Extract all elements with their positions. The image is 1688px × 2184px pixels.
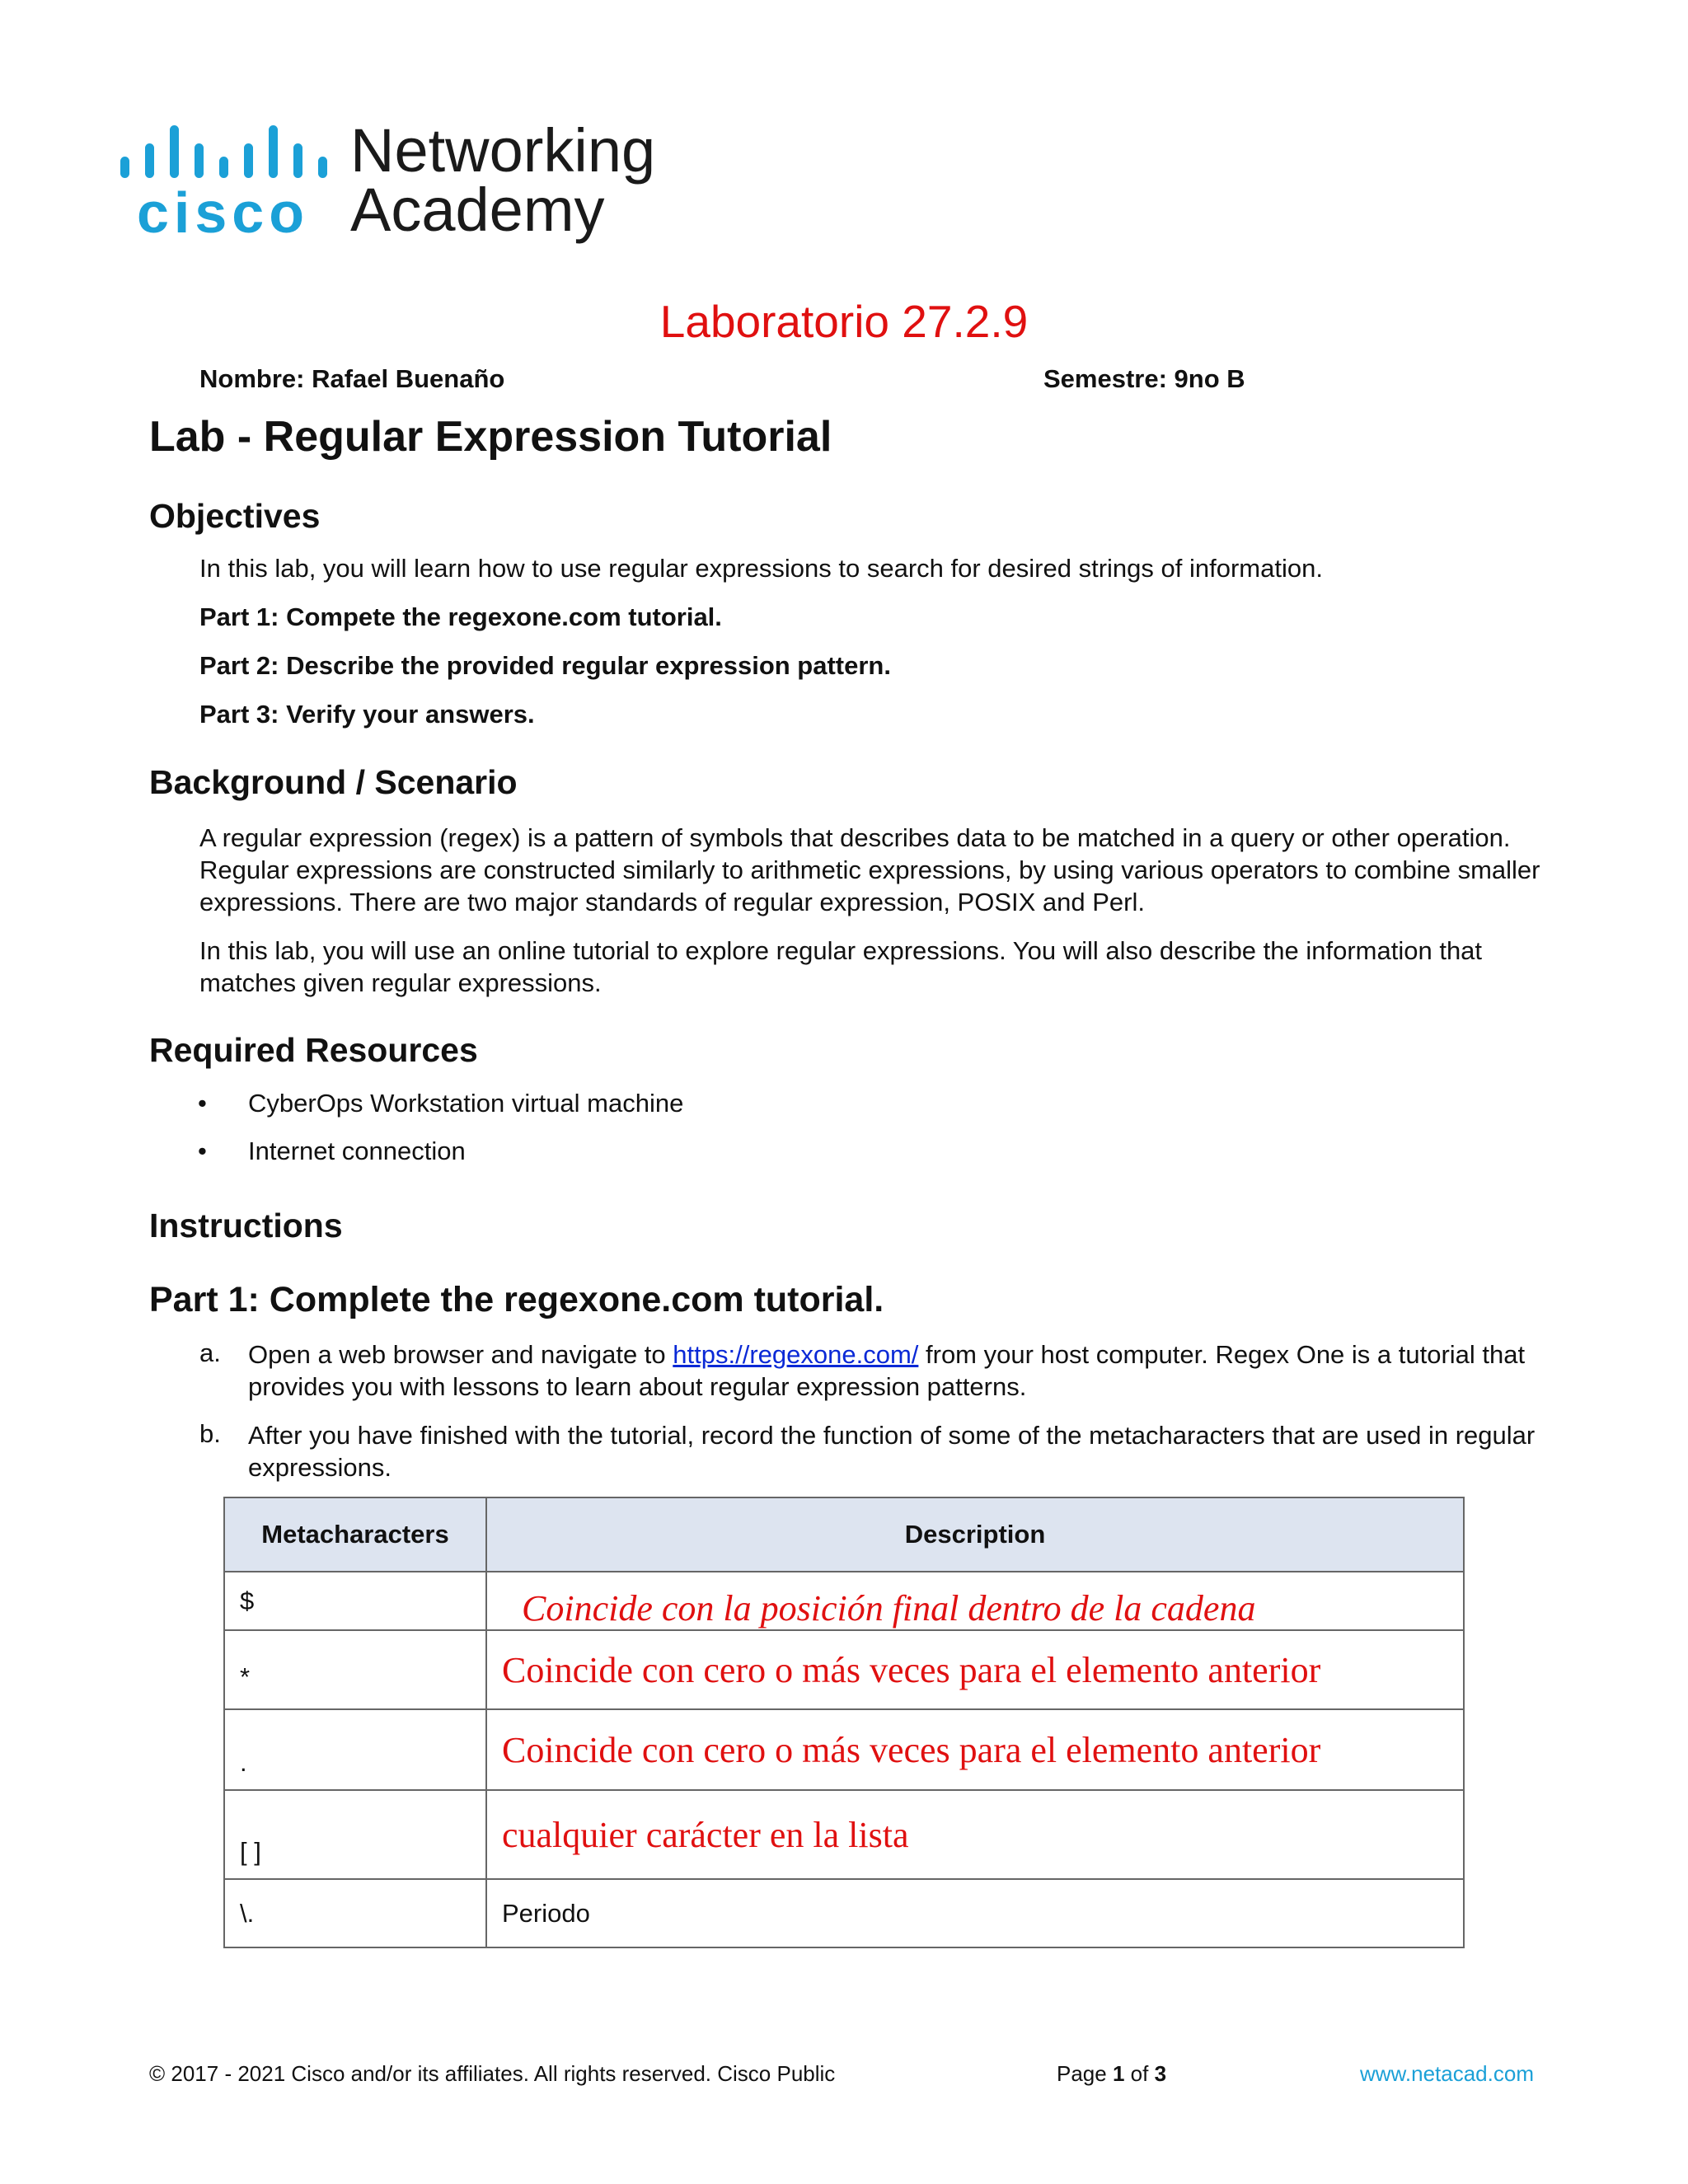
footer-page-number — [1057, 2061, 1166, 2087]
meta-cell: . — [224, 1709, 486, 1790]
table-row — [224, 1790, 1464, 1879]
cisco-wordmark: cisco — [137, 180, 309, 245]
page-of: of — [1124, 2061, 1155, 2086]
step-a-before: Open a web browser and navigate to — [248, 1340, 673, 1369]
table-row — [224, 1630, 1464, 1709]
meta-cell: * — [224, 1630, 486, 1709]
resource-item: Internet connection — [248, 1137, 466, 1165]
page-total: 3 — [1154, 2061, 1167, 2086]
desc-cell: Coincide con la posición final dentro de la cadena — [486, 1572, 1464, 1630]
desc-cell: Coincide con cero o más veces para el elemento anterior — [486, 1630, 1464, 1709]
regexone-link[interactable]: https://regexone.com/ — [673, 1340, 919, 1369]
student-name: Nombre: Rafael Buenaño — [199, 364, 505, 393]
logo-academy: Academy — [350, 176, 605, 244]
footer-site-link[interactable]: www.netacad.com — [1360, 2061, 1534, 2086]
meta-cell: [ ] — [224, 1790, 486, 1879]
step-a-after: from your host computer. Regex One is a tutorial that provides you with lessons to learn about regular expression patterns. — [248, 1340, 1526, 1401]
step-a-marker: a. — [199, 1338, 221, 1367]
footer-copyright: © 2017 - 2021 Cisco and/or its affiliates. All rights reserved. Cisco Public — [149, 2061, 836, 2086]
lab-number: Laboratorio 27.2.9 — [659, 296, 1029, 347]
table-header-row — [224, 1497, 1464, 1572]
table-row — [224, 1879, 1464, 1947]
resource-item: CyberOps Workstation virtual machine — [248, 1089, 684, 1118]
part1-heading: Part 1: Complete the regexone.com tutorial. — [149, 1280, 884, 1319]
background-paragraph-1: A regular expression (regex) is a pattern of symbols that describes data to be matched in a query or other operation. Regular expressions are constructed similarly to arithmetic expressions, by using various operators to combine smaller expressions. There are two major standards of regular expression, POSIX and Perl. — [199, 823, 1540, 916]
objectives-intro: In this lab, you will learn how to use regular expressions to search for desired strings of information. — [199, 554, 1323, 583]
step-b-marker: b. — [199, 1419, 221, 1448]
resources-heading: Required Resources — [149, 1031, 478, 1069]
table-row — [224, 1709, 1464, 1790]
header-metacharacters: Metacharacters — [224, 1497, 486, 1572]
page-prefix: Page — [1057, 2061, 1113, 2086]
meta-cell: $ — [224, 1572, 486, 1630]
objective-part-3: Part 3: Verify your answers. — [199, 700, 535, 729]
desc-cell: Coincide con cero o más veces para el elemento anterior — [486, 1709, 1464, 1790]
bullet-icon: • — [198, 1089, 207, 1118]
instructions-heading: Instructions — [149, 1207, 343, 1244]
objectives-heading: Objectives — [149, 497, 321, 535]
page-current: 1 — [1112, 2061, 1125, 2086]
objective-part-2: Part 2: Describe the provided regular expression pattern. — [199, 651, 891, 680]
semester: Semestre: 9no B — [1043, 364, 1245, 393]
table-row — [224, 1572, 1464, 1630]
step-b-text: After you have finished with the tutorial, record the function of some of the metacharacters that are used in regular expressions. — [248, 1421, 1536, 1482]
logo-networking: Networking — [350, 116, 656, 185]
desc-cell: cualquier carácter en la lista — [486, 1790, 1464, 1879]
objective-part-1: Part 1: Compete the regexone.com tutorial. — [199, 602, 722, 631]
desc-cell: Periodo — [486, 1879, 1464, 1947]
background-paragraph-2: In this lab, you will use an online tutorial to explore regular expressions. You will also describe the information that matches given regular expressions. — [199, 936, 1483, 997]
page-title: Lab - Regular Expression Tutorial — [149, 413, 832, 461]
step-a-text — [248, 1338, 1550, 1403]
bullet-icon: • — [198, 1137, 207, 1165]
metacharacters-table — [223, 1497, 1465, 1948]
header-description: Description — [486, 1497, 1464, 1572]
meta-cell: \. — [224, 1879, 486, 1947]
background-heading: Background / Scenario — [149, 763, 518, 801]
